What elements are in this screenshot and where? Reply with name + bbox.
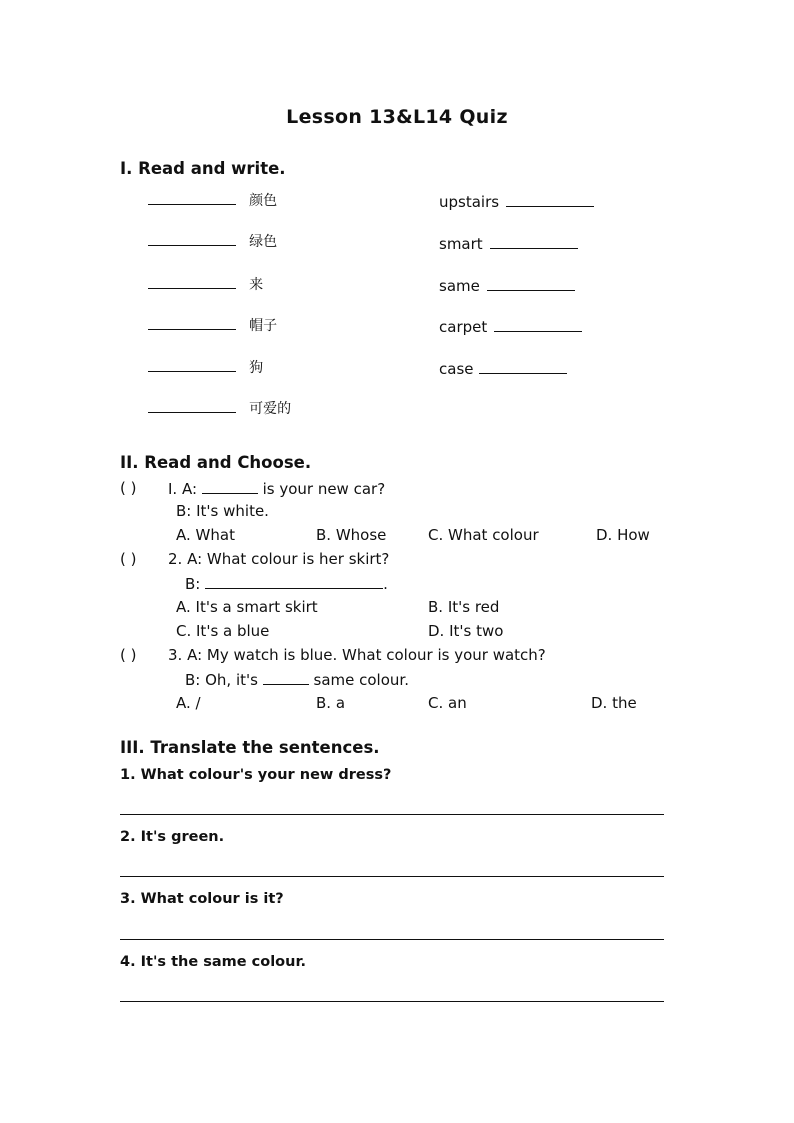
write-item-left-5: [148, 357, 263, 377]
translation-answer-line-1[interactable]: [120, 814, 664, 815]
q2-option-a: A. It's a smart skirt: [176, 598, 318, 616]
section-2-heading: II. Read and Choose.: [120, 453, 312, 472]
q2-answer-paren[interactable]: ( ): [120, 550, 137, 568]
q1-option-d: D. How: [596, 526, 650, 544]
answer-blank[interactable]: [148, 231, 236, 246]
write-item-right-5: [439, 359, 567, 378]
answer-blank[interactable]: [148, 357, 236, 372]
q3-option-d: D. the: [591, 694, 637, 712]
chinese-word: 可爱的: [249, 401, 292, 417]
write-item-left-6: [148, 398, 291, 418]
answer-blank[interactable]: [148, 315, 236, 330]
q3-blank: [263, 670, 309, 685]
q1-option-a: A. What: [176, 526, 235, 544]
q3-option-a: A. /: [176, 694, 201, 712]
q1-prompt-after: is your new car?: [262, 480, 386, 498]
translate-sentence-1: 1. What colour's your new dress?: [120, 767, 392, 783]
q2-option-b: B. It's red: [428, 598, 500, 616]
q2-answer-suffix: .: [383, 575, 388, 593]
q1-answer-paren[interactable]: ( ): [120, 479, 137, 497]
q1-option-c: C. What colour: [428, 526, 539, 544]
english-word: same: [439, 277, 480, 295]
section-1-heading: I. Read and write.: [120, 159, 286, 178]
translation-answer-line-3[interactable]: [120, 939, 664, 940]
answer-blank[interactable]: [490, 234, 578, 249]
translation-answer-line-2[interactable]: [120, 876, 664, 877]
q3-option-c: C. an: [428, 694, 467, 712]
answer-blank[interactable]: [148, 398, 236, 413]
write-item-left-1: [148, 190, 277, 210]
q3-prompt: 3. A: My watch is blue. What colour is your watch?: [168, 646, 546, 664]
q1-prompt-before: I. A:: [168, 480, 198, 498]
q2-answer-prefix: B:: [185, 575, 201, 593]
write-item-left-4: [148, 315, 277, 335]
english-word: upstairs: [439, 193, 500, 211]
answer-blank[interactable]: [506, 192, 594, 207]
q3-answer-before: B: Oh, it's: [185, 671, 258, 689]
translation-answer-line-4[interactable]: [120, 1001, 664, 1002]
chinese-word: 绿色: [249, 234, 278, 250]
translate-sentence-3: 3. What colour is it?: [120, 891, 284, 907]
answer-blank[interactable]: [487, 276, 575, 291]
answer-blank[interactable]: [494, 317, 582, 332]
english-word: carpet: [439, 318, 488, 336]
write-item-right-2: [439, 234, 578, 253]
translate-sentence-2: 2. It's green.: [120, 829, 225, 845]
chinese-word: 来: [249, 277, 264, 293]
q3-answer-line: [185, 670, 409, 689]
q2-prompt: 2. A: What colour is her skirt?: [168, 550, 390, 568]
english-word: case: [439, 360, 474, 378]
write-item-right-1: [439, 192, 594, 211]
chinese-word: 帽子: [249, 318, 278, 334]
q3-answer-paren[interactable]: ( ): [120, 646, 137, 664]
answer-blank[interactable]: [479, 359, 567, 374]
q1-option-b: B. Whose: [316, 526, 387, 544]
q2-blank: [205, 574, 383, 589]
section-3-heading: III. Translate the sentences.: [120, 738, 380, 757]
translate-sentence-4: 4. It's the same colour.: [120, 954, 307, 970]
q1-answer-line: B: It's white.: [176, 502, 269, 520]
q2-option-d: D. It's two: [428, 622, 504, 640]
chinese-word: 颜色: [249, 193, 278, 209]
write-item-left-2: [148, 231, 277, 251]
write-item-right-4: [439, 317, 582, 336]
answer-blank[interactable]: [148, 274, 236, 289]
write-item-right-3: [439, 276, 575, 295]
chinese-word: 狗: [249, 360, 264, 376]
english-word: smart: [439, 235, 483, 253]
q2-answer-line: [185, 574, 388, 593]
q2-option-c: C. It's a blue: [176, 622, 270, 640]
answer-blank[interactable]: [148, 190, 236, 205]
page-title: Lesson 13&L14 Quiz: [286, 106, 508, 128]
q3-answer-after: same colour.: [313, 671, 409, 689]
q1-blank: [202, 479, 258, 494]
write-item-left-3: [148, 274, 263, 294]
q1-prompt: [168, 479, 385, 498]
q3-option-b: B. a: [316, 694, 346, 712]
